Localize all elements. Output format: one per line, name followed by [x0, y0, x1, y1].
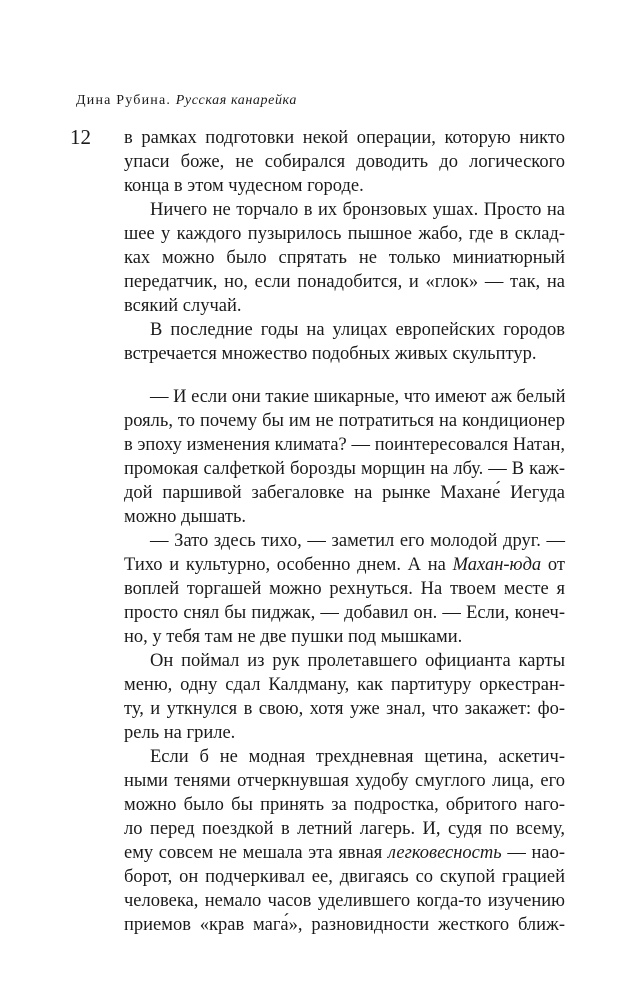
italic-place-name: Махан-юда — [452, 555, 542, 575]
text-line: можно дышать. — [124, 507, 247, 527]
text-line: — Зато здесь тихо, — заметил его молодой друг. — — [150, 531, 565, 551]
text-run: — нао- — [501, 843, 565, 863]
text-block-1 — [124, 126, 565, 366]
text-line: ту, и уткнулся в свою, хотя уже знал, что закажет: фо- — [124, 699, 565, 719]
text-line: в эпоху изменения климата? — поинтересовался Натан, — [124, 435, 565, 455]
text-line: конца в этом чудесном городе. — [124, 176, 364, 196]
header-book-title: Русская канарейка — [175, 93, 297, 108]
text-line — [124, 553, 565, 577]
text-line: передатчик, но, если понадобится, и «глок» — так, на — [124, 272, 565, 292]
text-run: ему совсем не мешала эта явная — [124, 843, 388, 863]
text-run: от — [541, 555, 565, 575]
text-line: ках можно было спрятать не только миниатюрный — [124, 248, 565, 268]
italic-word: легковесность — [387, 843, 502, 863]
running-header — [76, 93, 297, 109]
text-line: человека, немало часов уделившего когда-то изучению — [124, 891, 565, 911]
text-line: упаси боже, не собирался доводить до логического — [124, 152, 565, 172]
text-run: Тихо и культурно, особенно днем. А на — [124, 555, 453, 575]
text-line: промокая салфеткой борозды морщин на лбу. — В каж- — [124, 459, 565, 479]
text-line: просто снял бы пиджак, — добавил он. — Если, конеч- — [124, 603, 565, 623]
text-line: воплей торгашей можно рехнуться. На твоем месте я — [124, 579, 565, 599]
text-line: ло перед поездкой в летний лагерь. И, судя по всему, — [124, 819, 565, 839]
text-line: можно было бы принять за подростка, обритого наго- — [124, 795, 565, 815]
text-line: рояль, то почему бы им не потратиться на кондиционер — [124, 411, 565, 431]
text-line: ными тенями отчеркнувшая худобу смуглого лица, его — [124, 771, 565, 791]
text-line: борот, он подчеркивал ее, двигаясь со скупой грацией — [124, 867, 565, 887]
page-number: 12 — [70, 125, 91, 149]
text-line: всякий случай. — [124, 296, 242, 316]
text-line: встречается множество подобных живых скульптур. — [124, 344, 537, 364]
text-line: Если б не модная трехдневная щетина, аскетич- — [150, 747, 565, 767]
text-line — [124, 841, 565, 865]
text-line: дой паршивой забегаловке на рынке Махане́ Иегуда — [124, 483, 565, 503]
text-line: Он поймал из рук пролетавшего официанта карты — [150, 651, 565, 671]
text-line: Ничего не торчало в их бронзовых ушах. Просто на — [150, 200, 565, 220]
text-line: но, у тебя там не две пушки под мышками. — [124, 627, 463, 647]
text-line: — И если они такие шикарные, что имеют аж белый — [150, 387, 566, 407]
text-line: в рамках подготовки некой операции, которую никто — [124, 128, 565, 148]
text-line: шее у каждого пузырилось пышное жабо, где в склад- — [124, 224, 565, 244]
text-line: рель на гриле. — [124, 723, 236, 743]
text-line: меню, одну сдал Калдману, как партитуру оркестран- — [124, 675, 565, 695]
text-block-2 — [124, 385, 565, 937]
header-author: Дина Рубина. — [76, 93, 172, 108]
text-line: приемов «крав мага́», разновидности жесткого ближ- — [124, 915, 565, 935]
text-line: В последние годы на улицах европейских городов — [150, 320, 565, 340]
